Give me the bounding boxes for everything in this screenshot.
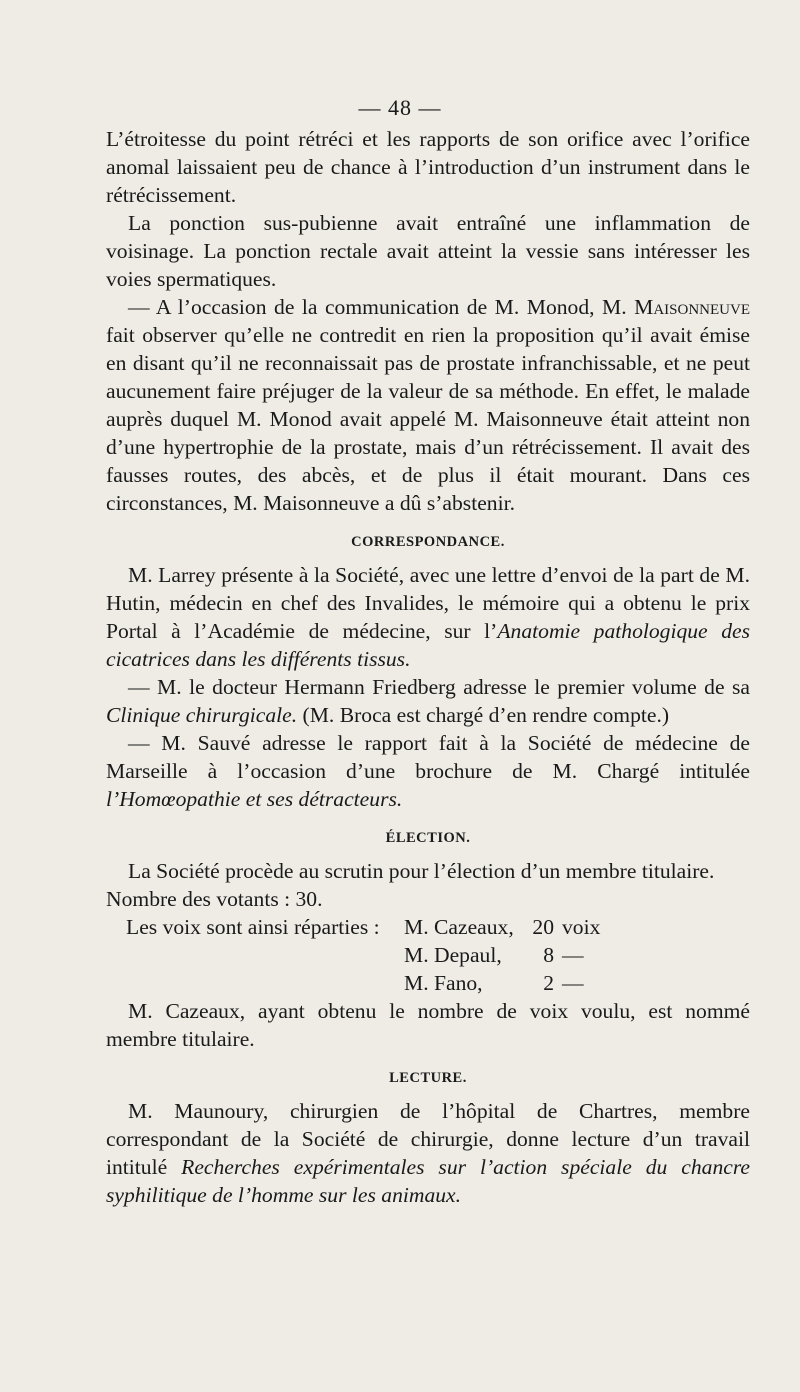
page-number: — 48 — bbox=[358, 95, 442, 120]
work-title: Recherches expérimentales sur l’action spéciale du chancre syphilitique de l’homme sur les animaux. bbox=[106, 1155, 751, 1207]
vote-row bbox=[126, 969, 608, 997]
work-title: l’Homœopathie et ses détracteurs. bbox=[106, 787, 403, 811]
candidate-name: M. Cazeaux, bbox=[404, 915, 514, 939]
paragraph: — M. Sauvé adresse le rapport fait à la Société de médecine de Marseille à l’occasion d’une brochure de M. Chargé intitulée l’Homœopathie et ses détracteurs. bbox=[106, 731, 750, 811]
votes-label: Les voix sont ainsi réparties : bbox=[126, 915, 380, 939]
vote-table bbox=[126, 913, 608, 997]
vote-unit: — bbox=[562, 943, 584, 967]
paragraph: M. Maunoury, chirurgien de l’hôpital de Chartres, membre correspondant de la Société de chirurgie, donne lecture d’un travail intitulé Recherches expérimentales sur l’action spéciale du chancre syphilitique de l’homme sur les animaux. bbox=[106, 1099, 751, 1207]
vote-unit: — bbox=[562, 971, 584, 995]
vote-count: 8 bbox=[543, 943, 554, 967]
vote-unit: voix bbox=[562, 915, 601, 939]
work-title: Clinique chirurgicale. bbox=[106, 703, 298, 727]
paragraph: La Société procède au scrutin pour l’élection d’un membre titulaire. bbox=[128, 859, 715, 883]
vote-row bbox=[126, 913, 608, 941]
section-heading-correspondance: CORRESPONDANCE. bbox=[351, 534, 505, 550]
paragraph: M. Larrey présente à la Société, avec une lettre d’envoi de la part de M. Hutin, médecin en chef des Invalides, le mémoire qui a obtenu le prix Portal à l’Académie de médecine, sur l’Anatomie pathologique des cicatrices dans les différents tissus. bbox=[106, 563, 750, 671]
author-name: Maisonneuve bbox=[634, 295, 750, 319]
candidate-name: M. Depaul, bbox=[404, 943, 502, 967]
vote-count: 20 bbox=[532, 915, 554, 939]
section-heading-election: ÉLECTION. bbox=[385, 830, 471, 846]
section-heading-lecture: LECTURE. bbox=[389, 1070, 467, 1086]
work-title: Anatomie pathologique des cicatrices dans les différents tissus. bbox=[106, 619, 750, 671]
vote-row bbox=[126, 941, 608, 969]
paragraph: Nombre des votants : 30. bbox=[106, 887, 323, 911]
paragraph: L’étroitesse du point rétréci et les rapports de son orifice avec l’orifice anomal laissaient peu de chance à l’introduction d’un instrument dans le rétrécissement. bbox=[106, 127, 750, 207]
paragraph: — M. le docteur Hermann Friedberg adresse le premier volume de sa Clinique chirurgicale. (M. Broca est chargé d’en rendre compte.) bbox=[106, 675, 750, 727]
page-body bbox=[106, 125, 750, 1209]
paragraph: — A l’occasion de la communication de M. Monod, M. Maisonneuve fait observer qu’elle ne contredit en rien la proposition qu’il avait émise en disant qu’il ne reconnaissait pas de prostate infranchissable, et ne peut aucunement faire préjuger de la valeur de sa méthode. En effet, le malade auprès duquel M. Monod avait appelé M. Maisonneuve était atteint non d’une hypertrophie de la prostate, mais d’un rétrécissement. Il avait des fausses routes, des abcès, et de plus il était mourant. Dans ces circonstances, M. Maisonneuve a dû s’abstenir. bbox=[106, 295, 750, 515]
vote-count: 2 bbox=[543, 971, 554, 995]
paragraph: La ponction sus-pubienne avait entraîné une inflammation de voisinage. La ponction rectale avait atteint la vessie sans intéresser les voies spermatiques. bbox=[106, 211, 750, 291]
paragraph: M. Cazeaux, ayant obtenu le nombre de voix voulu, est nommé membre titulaire. bbox=[106, 999, 750, 1051]
candidate-name: M. Fano, bbox=[404, 971, 483, 995]
